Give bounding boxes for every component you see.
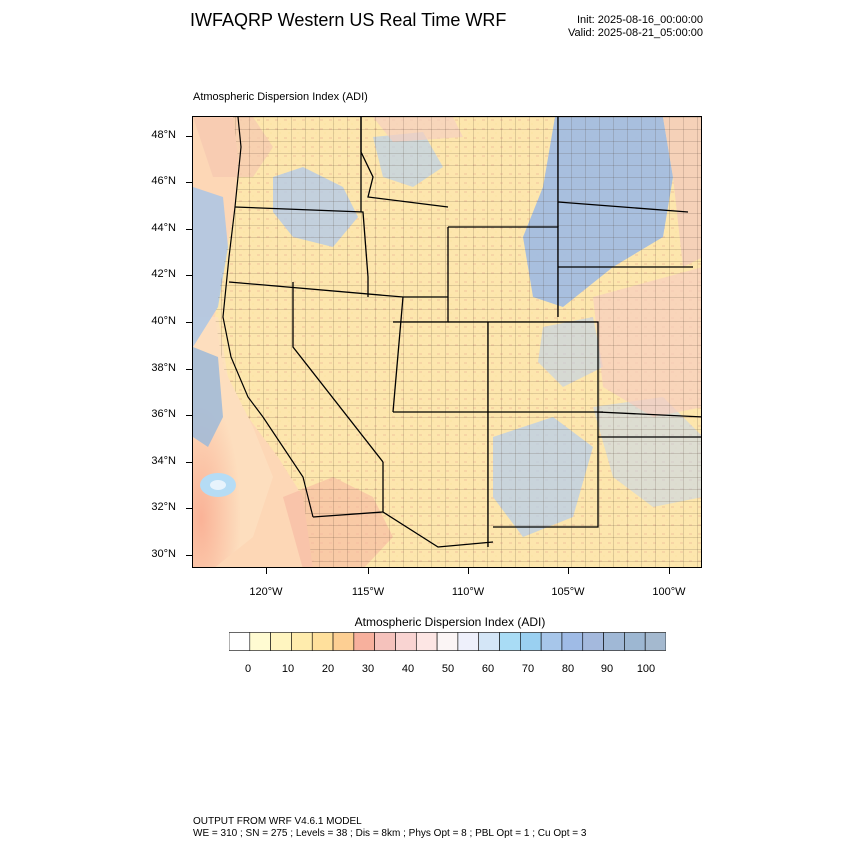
lat-label-30: 30°N (151, 548, 176, 560)
colorbar-label-10: 10 (281, 663, 295, 675)
colorbar-label-30: 30 (361, 663, 375, 675)
colorbar-title: Atmospheric Dispersion Index (ADI) (354, 615, 546, 629)
colorbar (229, 632, 666, 651)
colorbar-swatch (395, 633, 416, 651)
colorbar-swatch (229, 633, 250, 651)
colorbar-swatch (312, 633, 333, 651)
colorbar-swatch (375, 633, 396, 651)
adi-map (192, 116, 702, 568)
colorbar-swatch (354, 633, 375, 651)
lon-label-110: 110°W (451, 586, 485, 598)
colorbar-swatch (458, 633, 479, 651)
lon-label-100: 100°W (652, 586, 686, 598)
lon-label-120: 120°W (249, 586, 283, 598)
lat-label-34: 34°N (151, 455, 176, 467)
main-title: IWFAQRP Western US Real Time WRF (190, 10, 507, 30)
colorbar-swatch (250, 633, 271, 651)
colorbar-swatch (541, 633, 562, 651)
colorbar-swatch (479, 633, 500, 651)
colorbar-label-90: 90 (600, 663, 614, 675)
footer-config-line: WE = 310 ; SN = 275 ; Levels = 38 ; Dis = 8km ; Phys Opt = 8 ; PBL Opt = 1 ; Cu Opt = 3 (193, 828, 587, 839)
lat-label-38: 38°N (151, 362, 176, 374)
colorbar-swatch (520, 633, 541, 651)
lon-label-115: 115°W (351, 586, 385, 598)
colorbar-label-70: 70 (521, 663, 535, 675)
colorbar-swatch (583, 633, 604, 651)
lat-label-48: 48°N (151, 129, 176, 141)
colorbar-label-100: 100 (636, 663, 656, 675)
lat-label-32: 32°N (151, 501, 176, 513)
init-time: Init: 2025-08-16_00:00:00 (577, 14, 703, 26)
colorbar-swatch (333, 633, 354, 651)
colorbar-label-40: 40 (401, 663, 415, 675)
valid-time: Valid: 2025-08-21_05:00:00 (568, 27, 703, 39)
lon-label-105: 105°W (551, 586, 585, 598)
colorbar-swatch (416, 633, 437, 651)
lat-label-46: 46°N (151, 175, 176, 187)
lat-label-44: 44°N (151, 222, 176, 234)
colorbar-swatch (562, 633, 583, 651)
colorbar-swatch (624, 633, 645, 651)
colorbar-label-20: 20 (321, 663, 335, 675)
colorbar-swatch (645, 633, 666, 651)
colorbar-swatch (604, 633, 625, 651)
colorbar-label-50: 50 (441, 663, 455, 675)
colorbar-swatch (500, 633, 521, 651)
lat-label-36: 36°N (151, 408, 176, 420)
colorbar-label-80: 80 (561, 663, 575, 675)
colorbar-label-0: 0 (244, 663, 252, 675)
lat-label-40: 40°N (151, 315, 176, 327)
plot-title: Atmospheric Dispersion Index (ADI) (193, 91, 368, 103)
colorbar-label-60: 60 (481, 663, 495, 675)
lat-label-42: 42°N (151, 268, 176, 280)
footer-model-line: OUTPUT FROM WRF V4.6.1 MODEL (193, 816, 362, 827)
colorbar-swatch (291, 633, 312, 651)
colorbar-swatch (437, 633, 458, 651)
map-svg (193, 117, 702, 568)
colorbar-swatch (271, 633, 292, 651)
